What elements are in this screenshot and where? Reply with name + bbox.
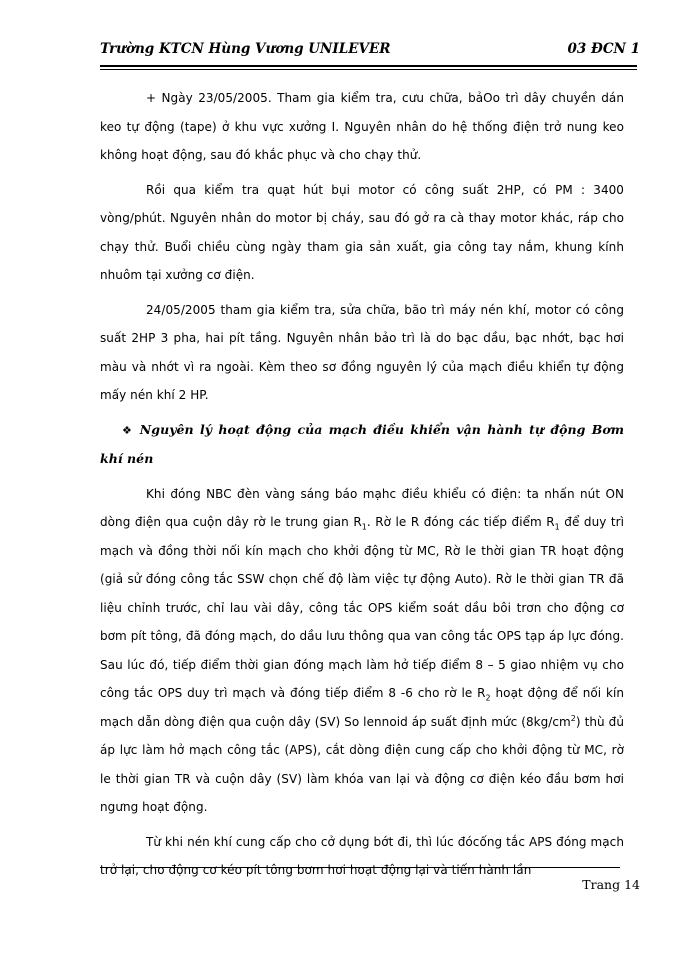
header-rule-thick [100,65,637,67]
paragraph-fan-motor: Rồi qua kiểm tra quạt hút bụi motor có công suất 2HP, có PM : 3400 vòng/phút. Nguyên nhân do motor bị cháy, sau đó gở ra cà thay motor khác, ráp cho chạy thử. Buổi chiều cùng ngày tham gia sản xuất, gia công tay nắm, khung kính nhuôm tại xưởng cơ điện. [100,182,624,282]
header-class-code: 03 ĐCN 1 [567,41,640,57]
body-text [100,84,624,885]
diamond-bullet-icon: ❖ [122,423,134,437]
footer-rule [100,867,620,868]
paragraph-operation-principle [100,480,624,822]
subscript: 1 [554,522,560,532]
header-rule-thin [100,69,637,70]
header-school-name: Trường KTCN Hùng Vương UNILEVER [100,41,391,57]
superscript: 2 [570,713,576,723]
subscript: 2 [485,693,491,703]
text-run: để duy trì mạch và đồng thời nối kín mạch cho khởi động từ MC, Rờ le thời gian TR hoạt động (giả sử đóng công tắc SSW chọn chế độ làm việc tự động Auto). Rờ le thời gian TR đã liệu chỉnh trước, chỉ lau vài dây, công tắc OPS kiểm soát dầu bôi trơn cho động cơ bơm pít tông, đã đóng mạch, do dầu lưu thông qua van công tắc OPS tạp áp lực đóng. Sau lúc đó, tiếp điểm thời gian đóng mạch làm hở tiếp điểm 8 – 5 giao nhiệm vụ cho công tắc OPS duy trì mạch và đóng tiếp điểm 8 -6 cho rờ le R [100,515,624,700]
section-heading [100,416,624,474]
page-number: Trang 14 [582,877,640,892]
paragraph-maintenance-2305: + Ngày 23/05/2005. Tham gia kiểm tra, cưu chữa, bảOo trì dây chuyền dán keo tự động (tape) ở khu vực xưởng I. Nguyên nhân do hệ thống điện trở nung keo không hoạt động, sau đó khắc phục và cho chạy thử. [100,91,624,162]
section-heading-text: Nguyên lý hoạt động của mạch điều khiển vận hành tự động Bơm khí nén [100,421,624,466]
text-run: ) thù đủ áp lực làm hở mạch công tắc (APS), cắt dòng điện cung cấp cho khởi động từ MC, rờ le thời gian TR và cuộn dây (SV) làm khóa van lại và động cơ điện kéo đầu bơm hơi ngưng hoạt động. [100,714,624,814]
paragraph-compressor-restart: Từ khi nén khí cung cấp cho cở dụng bớt đi, thì lúc đócống tắc APS đóng mạch trở lại, cho động cơ kéo pít tông bơm hơi hoạt động lại và tiến hành lần [100,834,624,877]
text-run: . Rờ le R đóng các tiếp điểm R [366,515,555,529]
subscript: 1 [361,522,367,532]
paragraph-maintenance-2405: 24/05/2005 tham gia kiểm tra, sửa chữa, bão trì máy nén khí, motor có công suất 2HP 3 pha, hai pít tầng. Nguyên nhân bảo trì là do bạc dầu, bạc nhớt, bạc hơi màu và nhớt vì ra ngoài. Kèm theo sơ đồng nguyên lý của mạch điều khiển tự động mấy nén khí 2 HP. [100,302,624,402]
text-run: hoạt động để nối kín mạch dẫn dòng điện qua cuộn dây (SV) So lennoid áp suất định mức (8kg/cm [100,686,624,729]
text-run: Khi đóng NBC đèn vàng sáng báo mạhc điều khiểu có điện: ta nhấn nút ON dòng điện qua cuộn dây rờ le trung gian R [100,486,624,529]
